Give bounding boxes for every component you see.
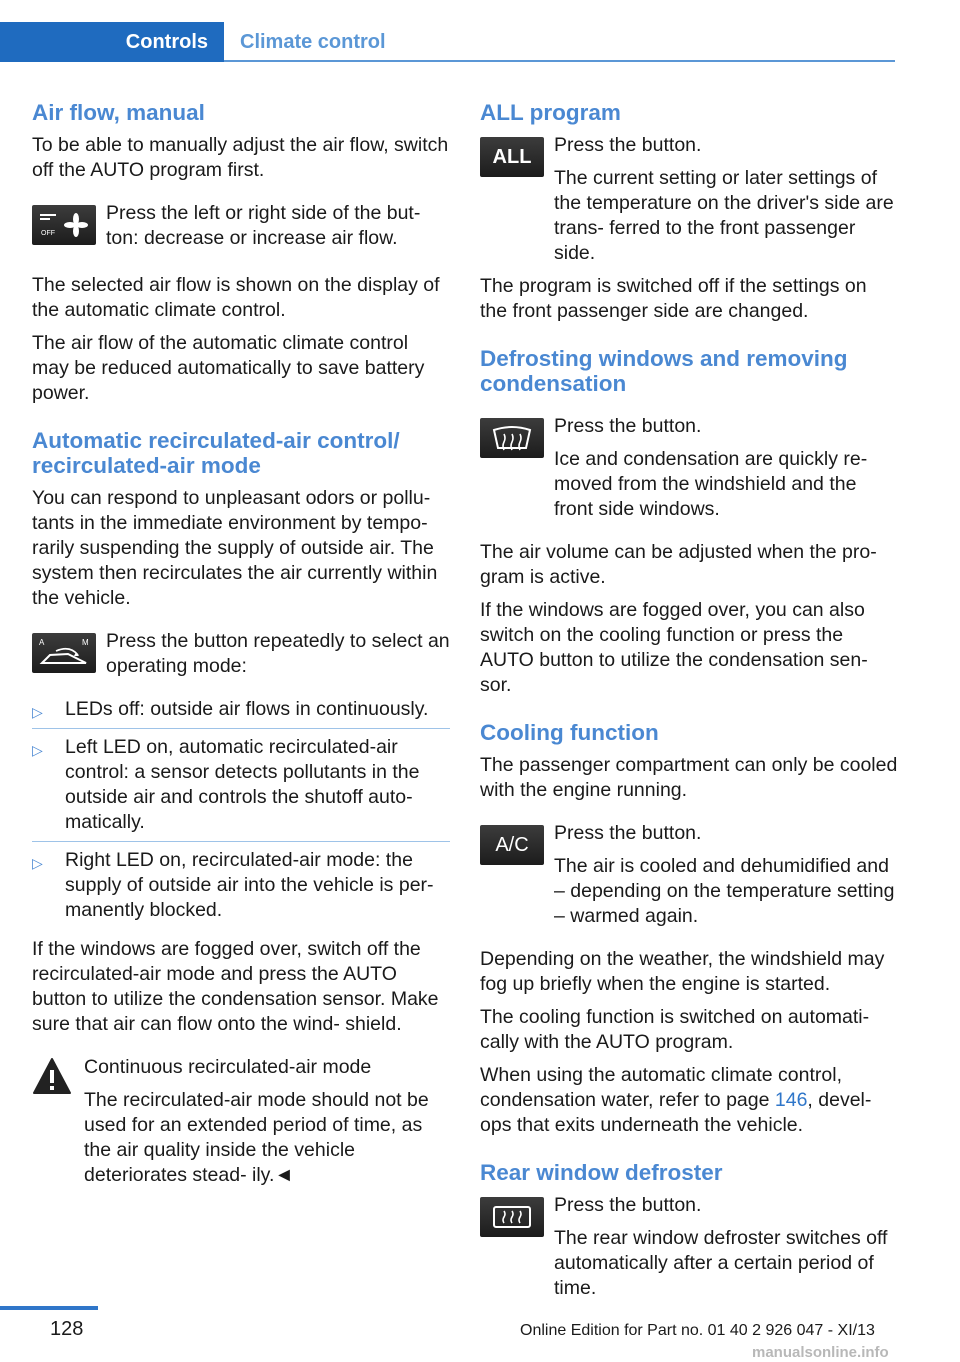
header-rule [224, 60, 895, 62]
manual-label: M [82, 638, 89, 647]
air-flow-paragraph-2: The air flow of the automatic climate control may be reduced automatically to save battery power. [32, 332, 425, 404]
defrost-paragraph-1: The air volume can be adjusted when the pro- gram is active. [480, 541, 877, 588]
list-item-text: LEDs off: outside air flows in continuously. [65, 698, 429, 720]
bullet-triangle-icon: ▷ [32, 742, 43, 758]
cooling-paragraph-1: Depending on the weather, the windshield may fog up briefly when the engine is started. [480, 948, 885, 995]
cooling-desc: The air is cooled and dehumidified and – depending on the temperature setting – warmed again. [554, 855, 895, 927]
rear-window-defrost-icon [480, 1197, 544, 1237]
recirc-paragraph-after: If the windows are fogged over, switch off the recirculated-air mode and press the AUTO button to utilize the condensation sensor. Make sure that air can flow onto the wind- shield. [32, 938, 439, 1035]
fan-button-icon [32, 205, 96, 245]
page-number: 128 [50, 1318, 84, 1340]
heading-air-flow-manual: Air flow, manual [32, 100, 205, 125]
page-header [0, 22, 895, 62]
recirculation-button-icon [32, 633, 96, 673]
footer-rule [0, 1306, 98, 1310]
cooling-p3-text: When using the automatic climate control, condensation water, refer to page [480, 1064, 843, 1111]
list-item-text: Left LED on, automatic recirculated-air control: a sensor detects pollutants in the outside air and controls the shutoff auto- matically. [65, 736, 420, 833]
cooling-p3-text-end: , devel- ops that exits underneath the vehicle. [480, 1089, 872, 1136]
rear-defrost-desc: The rear window defroster switches off automatically after a certain period of time. [554, 1227, 888, 1299]
heading-cooling-function: Cooling function [480, 720, 659, 745]
page-146-link[interactable]: 146 [774, 1089, 808, 1111]
edition-note: Online Edition for Part no. 01 40 2 926 047 - XI/13 [520, 1322, 875, 1339]
all-button-icon [480, 137, 544, 177]
heading-rear-window-defroster: Rear window defroster [480, 1160, 723, 1185]
list-item-text: Right LED on, recirculated-air mode: the supply of outside air into the vehicle is per- manently blocked. [65, 849, 434, 921]
all-instruction-row [480, 133, 898, 266]
all-desc: The current setting or later settings of the temperature on the driver's side are trans- ferred to the front passenger side. [554, 167, 894, 264]
air-flow-instruction: Press the left or right side of the but- ton: decrease or increase air flow. [106, 202, 421, 249]
warning-title: Continuous recirculated-air mode [84, 1056, 372, 1078]
warning-block [32, 1055, 450, 1188]
defrost-instruction-row [480, 414, 898, 522]
warning-triangle-icon [32, 1057, 72, 1095]
cooling-paragraph-3 [480, 1063, 898, 1138]
cooling-instruction-row [480, 821, 898, 929]
bullet-triangle-icon: ▷ [32, 855, 43, 871]
list-item [32, 691, 450, 729]
recirc-instruction-row [32, 629, 450, 683]
cooling-press: Press the button. [554, 822, 702, 844]
list-item [32, 729, 450, 842]
heading-recirculated-air: Automatic recirculated-air control/ recirculated-air mode [32, 428, 400, 478]
rear-defrost-press: Press the button. [554, 1194, 702, 1216]
air-flow-intro: To be able to manually adjust the air flow, switch off the AUTO program first. [32, 134, 449, 181]
ac-button-icon [480, 825, 544, 865]
section-tab-climate-control[interactable]: Climate control [240, 30, 386, 53]
air-flow-instruction-row [32, 201, 450, 255]
all-paragraph-1: The program is switched off if the settings on the front passenger side are changed. [480, 275, 867, 322]
operating-mode-list [32, 691, 450, 929]
all-press: Press the button. [554, 134, 702, 156]
heading-all-program: ALL program [480, 100, 621, 125]
defrost-paragraph-2: If the windows are fogged over, you can also switch on the cooling function or press the AUTO button to utilize the condensation sen- sor. [480, 599, 868, 696]
right-column [480, 100, 898, 1301]
auto-label: A [39, 638, 45, 647]
defrost-desc: Ice and condensation are quickly re- moved from the windshield and the front side windows. [554, 448, 868, 520]
heading-defrosting: Defrosting windows and removing condensation [480, 346, 848, 396]
all-icon-label: ALL [492, 145, 532, 168]
cooling-paragraph-2: The cooling function is switched on automati- cally with the AUTO program. [480, 1006, 870, 1053]
windshield-defrost-icon [480, 418, 544, 458]
list-item [32, 842, 450, 929]
watermark: manualsonline.info [752, 1344, 889, 1361]
air-flow-paragraph-1: The selected air flow is shown on the display of the automatic climate control. [32, 274, 440, 321]
ac-icon-label: A/C [495, 833, 529, 856]
recirc-intro: You can respond to unpleasant odors or pollu- tants in the immediate environment by tempo- rarily suspending the supply of outside air. The system then recirculates the air currently within the vehicle. [32, 487, 438, 609]
left-column [32, 100, 450, 1188]
rear-defrost-instruction-row [480, 1193, 898, 1301]
warning-body: The recirculated-air mode should not be used for an extended period of time, as the air quality inside the vehicle deteriorates stead- ily.◄ [84, 1089, 429, 1186]
recirc-instruction: Press the button repeatedly to select an operating mode: [106, 630, 450, 677]
defrost-press: Press the button. [554, 415, 702, 437]
section-tab-controls[interactable]: Controls [0, 22, 224, 62]
off-label: OFF [41, 230, 55, 237]
cooling-intro: The passenger compartment can only be cooled with the engine running. [480, 754, 898, 801]
bullet-triangle-icon: ▷ [32, 704, 43, 720]
